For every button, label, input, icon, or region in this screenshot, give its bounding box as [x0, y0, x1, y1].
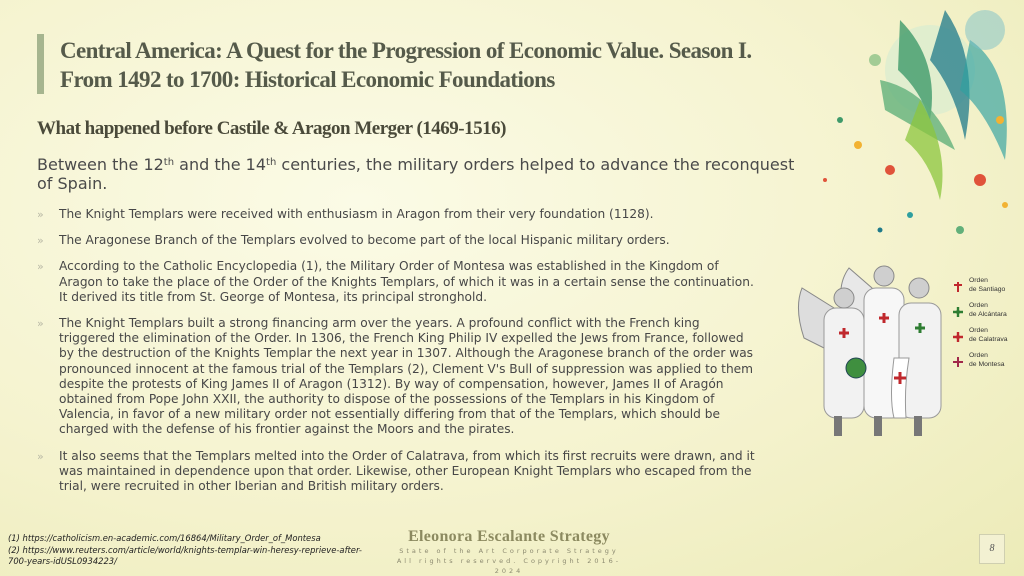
watercolor-splash-image [780, 0, 1024, 260]
bullet-text: According to the Catholic Encyclopedia (1), the Military Order of Montesa was established in the Kingdom of Aragon to take the place of the Order of the Knights Templars, of which it was in a certain sense the continuation. It derived its title from St. George of Montesa, its principal stronghold. [59, 259, 754, 304]
brand-tagline: State of the Art Corporate Strategy [399, 547, 619, 555]
bullet-marker-icon: » [37, 317, 44, 331]
legend-label [969, 327, 1008, 344]
legend-row-santiago [953, 276, 1023, 300]
bullet-marker-icon: » [37, 260, 44, 274]
cross-montesa-icon [953, 357, 963, 367]
legend-line: de Alcántara [969, 310, 1007, 318]
brand-name: Eleonora Escalante Strategy [408, 528, 610, 545]
bullet-text: The Knight Templars built a strong financing arm over the years. A profound conflict with the French king triggered the elimination of the Order. In 1306, the French King Philip IV expelled the Jews from France, followed by the destruction of the Knights Templar the next year in 1307. Although the Aragonese branch of the order was pronounced innocent at the famous trial of the Templars (2), Clement V's Bull of suppression was applied to them despite the protests of King James II of Aragon (1312). By way of compensation, however, James II of Aragón obtained from Pope John XXII, the authority to dispose of the possessions of the Templars in his Kingdom of Valencia, in favor of a new military order not essentially differing from that of the Templars, which should be charged with the defense of his frontier against the Moors and the pirates. [59, 316, 754, 437]
legend-line: de Santiago [969, 285, 1006, 293]
legend-line: Orden [969, 327, 988, 334]
knights-illustration-image [794, 248, 954, 438]
cross-santiago-icon [953, 282, 963, 292]
legend-label [969, 277, 1005, 294]
legend-line: de Montesa [969, 360, 1005, 368]
cross-calatrava-icon [953, 332, 963, 342]
bullet-item [37, 316, 757, 438]
cross-alcantara-icon [953, 307, 963, 317]
bullet-text: It also seems that the Templars melted into the Order of Calatrava, from which its first recruits were drawn, and it was maintained in dependence upon that order. Likewise, other European Knight Templars who escaped from the trial, were recruited in other Iberian and British military orders. [59, 448, 755, 494]
page-number: 8 [979, 534, 1005, 564]
legend-line: Orden [969, 302, 988, 309]
bullet-item [37, 259, 757, 305]
legend-line: Orden [969, 352, 988, 359]
legend-row-calatrava [953, 326, 1023, 350]
footnote-2: (2) https://www.reuters.com/article/world/knights-templar-win-heresy-reprieve-after-700-years-idUSL0934223/ [8, 544, 362, 566]
intro-sup-1: th [163, 157, 175, 168]
legend-row-montesa [953, 351, 1023, 375]
title-accent-bar [37, 34, 44, 94]
brand-copyright: All rights reserved. Copyright 2016-2024 [396, 557, 622, 575]
brand-block [383, 528, 635, 576]
bullet-list [37, 207, 757, 505]
military-orders-legend [953, 276, 1023, 376]
intro-text-1: Between the 12 [37, 155, 164, 174]
legend-label [969, 352, 1005, 369]
legend-row-alcantara [953, 301, 1023, 325]
legend-label [969, 302, 1007, 319]
legend-line: Orden [969, 277, 988, 284]
legend-line: de Calatrava [969, 335, 1008, 343]
intro-text-2: and the 14 [174, 155, 267, 174]
footnote-1: (1) https://catholicism.en-academic.com/16864/Military_Order_of_Montesa [8, 533, 321, 543]
bullet-text: The Aragonese Branch of the Templars evolved to become part of the local Hispanic military orders. [59, 233, 670, 248]
bullet-text: The Knight Templars were received with enthusiasm in Aragon from their very foundation (1128). [59, 207, 654, 221]
intro-text-3: centuries, the military orders helped to advance the reconquest of Spain. [37, 155, 795, 193]
bullet-item [37, 233, 757, 248]
slide-title-line-1: Central America: A Quest for the Progression of Economic Value. Season I. [60, 38, 752, 63]
bullet-item [37, 207, 757, 222]
bullet-marker-icon: » [37, 449, 44, 463]
slide-title-line-2: From 1492 to 1700: Historical Economic Foundations [60, 67, 555, 92]
bullet-marker-icon: » [37, 234, 44, 248]
section-subtitle: What happened before Castile & Aragon Merger (1469-1516) [37, 118, 506, 139]
bullet-marker-icon: » [37, 208, 44, 221]
footnotes [8, 533, 368, 568]
bullet-item [37, 449, 757, 495]
intro-paragraph [37, 155, 797, 193]
intro-sup-2: th [266, 157, 277, 168]
